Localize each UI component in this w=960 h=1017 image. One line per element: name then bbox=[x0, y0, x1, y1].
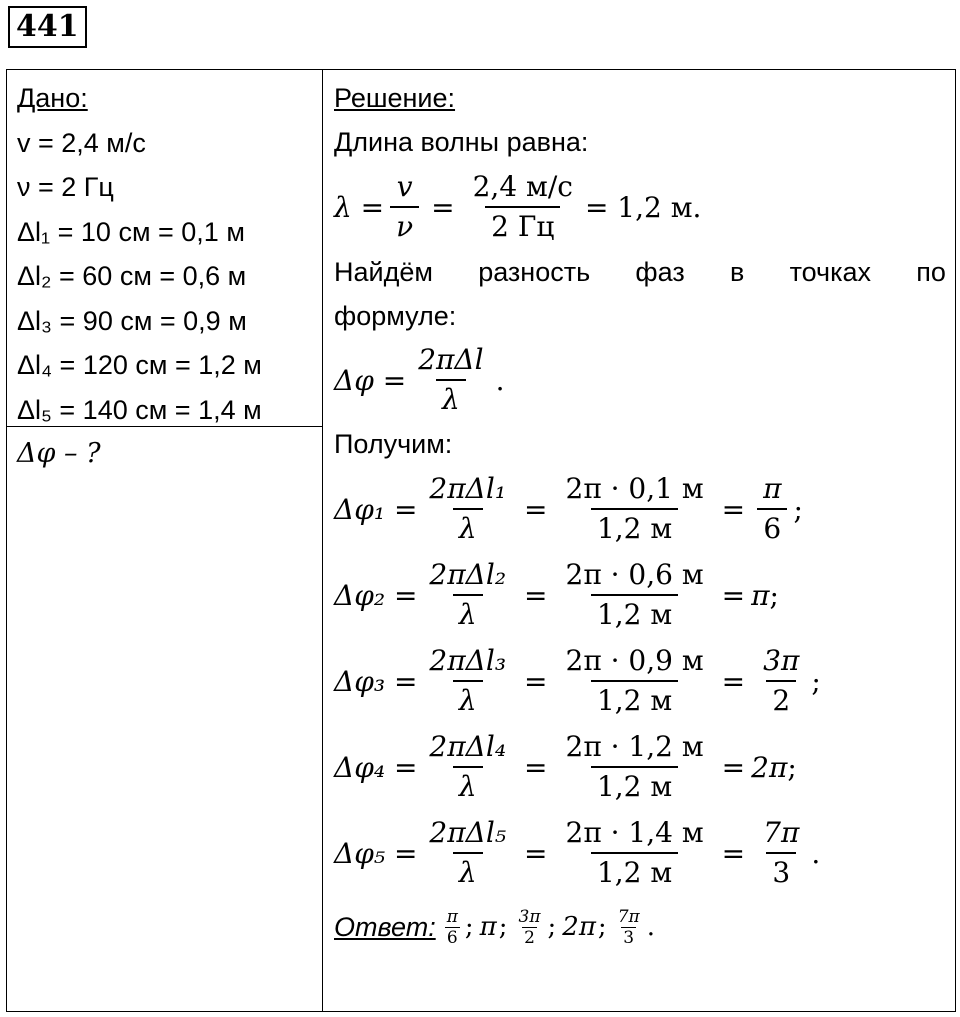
equals-sign: = bbox=[524, 578, 548, 612]
solution-text: Получим: bbox=[334, 429, 453, 459]
answer-fraction: 3π 2 bbox=[518, 906, 541, 948]
result-fraction bbox=[757, 644, 805, 718]
fraction bbox=[423, 644, 512, 718]
word: Найдём bbox=[334, 257, 433, 287]
solution-text: Длина волны равна: bbox=[334, 127, 589, 157]
denominator: 3 bbox=[766, 852, 796, 890]
word: фаз bbox=[635, 257, 685, 287]
denominator: 1,2 м bbox=[591, 680, 678, 718]
numerator: 2πΔl₃ bbox=[429, 644, 507, 677]
fraction bbox=[560, 644, 710, 718]
fraction bbox=[423, 730, 512, 804]
answer-value: 2π bbox=[562, 912, 596, 942]
denominator: 1,2 м bbox=[591, 766, 678, 804]
given-item: v = 2,4 м/с bbox=[17, 127, 146, 158]
numerator: v bbox=[396, 170, 413, 203]
denominator: λ bbox=[453, 508, 483, 546]
answer-end: . bbox=[646, 912, 655, 942]
denominator: λ bbox=[453, 766, 483, 804]
numerator: 2π · 0,6 м bbox=[565, 558, 704, 591]
denominator: 2 Гц bbox=[485, 206, 560, 244]
problem-number: 441 bbox=[8, 6, 87, 48]
column-divider bbox=[322, 70, 323, 1011]
answer-separator: ; bbox=[498, 912, 508, 942]
denominator: λ bbox=[453, 594, 483, 632]
answer-separator: ; bbox=[547, 912, 557, 942]
find-quantity: Δφ – ? bbox=[17, 438, 101, 469]
given-column bbox=[17, 76, 317, 432]
denominator: λ bbox=[436, 379, 466, 417]
eq-result: = 1,2 м. bbox=[584, 190, 702, 224]
numerator: π bbox=[763, 472, 782, 505]
numerator: 2πΔl bbox=[418, 343, 484, 376]
result-value: 2π bbox=[751, 750, 788, 784]
denominator: 1,2 м bbox=[591, 594, 678, 632]
answer-label: Ответ: bbox=[334, 911, 436, 942]
given-item: Δl₃ = 90 см = 0,9 м bbox=[17, 305, 247, 336]
solution-text bbox=[334, 250, 946, 294]
fraction bbox=[560, 730, 710, 804]
numerator: 2πΔl₁ bbox=[429, 472, 507, 505]
equals-sign: = bbox=[524, 664, 548, 698]
answer-separator: ; bbox=[597, 912, 607, 942]
numerator: 2π · 0,9 м bbox=[565, 644, 704, 677]
equals-sign: = bbox=[721, 492, 746, 526]
fraction bbox=[423, 558, 512, 632]
result-value: π bbox=[751, 578, 770, 612]
numerator: 2π · 1,2 м bbox=[565, 730, 704, 763]
word: в bbox=[729, 257, 745, 287]
equals-sign: = bbox=[721, 750, 746, 784]
given-heading: Дано: bbox=[17, 83, 88, 113]
solution-text: формуле: bbox=[334, 301, 457, 331]
eq-lhs: Δφ₃ = bbox=[334, 664, 418, 698]
word: по bbox=[916, 257, 946, 287]
eq-lhs: λ = bbox=[334, 190, 385, 224]
fraction bbox=[560, 472, 710, 546]
eq-lhs: Δφ₁ = bbox=[334, 492, 418, 526]
equals-sign: = bbox=[524, 836, 548, 870]
numerator: 2πΔl₅ bbox=[429, 816, 507, 849]
phase-equations bbox=[334, 466, 946, 896]
answer-line bbox=[334, 896, 946, 958]
denominator: ν bbox=[390, 206, 419, 244]
numerator: 3π bbox=[763, 644, 800, 677]
solution-column bbox=[334, 76, 946, 958]
eq-punct: ; bbox=[769, 578, 779, 612]
denominator: 2 bbox=[766, 680, 796, 718]
equals-sign: = bbox=[524, 750, 548, 784]
eq-punct: ; bbox=[793, 492, 803, 526]
numerator: 2π · 0,1 м bbox=[565, 472, 704, 505]
denominator: λ bbox=[453, 852, 483, 890]
answer-value: π bbox=[479, 912, 497, 942]
given-item: Δl₁ = 10 см = 0,1 м bbox=[17, 216, 245, 247]
given-item: Δl₂ = 60 см = 0,6 м bbox=[17, 261, 247, 291]
eq-punct: ; bbox=[811, 664, 821, 698]
fraction bbox=[560, 558, 710, 632]
phase-equation bbox=[334, 638, 946, 724]
fraction bbox=[423, 816, 512, 890]
eq-punct: . bbox=[811, 836, 821, 870]
eq-punct: . bbox=[495, 363, 505, 397]
equals-sign: = bbox=[721, 578, 746, 612]
eq-lhs: Δφ₅ = bbox=[334, 836, 418, 870]
phase-equation bbox=[334, 552, 946, 638]
equals-sign: = bbox=[431, 190, 455, 224]
eq-lhs: Δφ₄ = bbox=[334, 750, 418, 784]
denominator: λ bbox=[453, 680, 483, 718]
phase-equation bbox=[334, 724, 946, 810]
fraction bbox=[467, 170, 579, 244]
eq-lhs: Δφ₂ = bbox=[334, 578, 418, 612]
numerator: 2πΔl₂ bbox=[429, 558, 507, 591]
phase-equation bbox=[334, 810, 946, 896]
result-fraction bbox=[757, 472, 787, 546]
lambda-equation bbox=[334, 164, 946, 250]
fraction bbox=[412, 343, 489, 417]
numerator: 2,4 м/с bbox=[472, 170, 573, 203]
answer-fraction: π 6 bbox=[446, 906, 458, 948]
solution-heading: Решение: bbox=[334, 83, 456, 113]
fraction bbox=[560, 816, 710, 890]
denominator: 6 bbox=[757, 508, 787, 546]
given-item: Δl₄ = 120 см = 1,2 м bbox=[17, 350, 262, 380]
denominator: 1,2 м bbox=[591, 852, 678, 890]
eq-lhs: Δφ = bbox=[334, 363, 407, 397]
solution-table bbox=[6, 69, 956, 1012]
equals-sign: = bbox=[524, 492, 548, 526]
equals-sign: = bbox=[721, 836, 746, 870]
answer-separator: ; bbox=[464, 912, 474, 942]
phase-equation bbox=[334, 466, 946, 552]
numerator: 7π bbox=[763, 816, 800, 849]
given-item: ν = 2 Гц bbox=[17, 172, 114, 202]
numerator: 2π · 1,4 м bbox=[565, 816, 704, 849]
numerator: 2πΔl₄ bbox=[429, 730, 507, 763]
word: точках bbox=[789, 257, 872, 287]
word: разность bbox=[478, 257, 591, 287]
denominator: 1,2 м bbox=[591, 508, 678, 546]
result-fraction bbox=[757, 816, 805, 890]
answer-fraction: 7π 3 bbox=[617, 906, 640, 948]
equals-sign: = bbox=[721, 664, 746, 698]
fraction bbox=[423, 472, 512, 546]
fraction bbox=[390, 170, 419, 244]
given-item: Δl₅ = 140 см = 1,4 м bbox=[17, 394, 262, 425]
phase-formula bbox=[334, 338, 946, 422]
eq-punct: ; bbox=[787, 750, 797, 784]
